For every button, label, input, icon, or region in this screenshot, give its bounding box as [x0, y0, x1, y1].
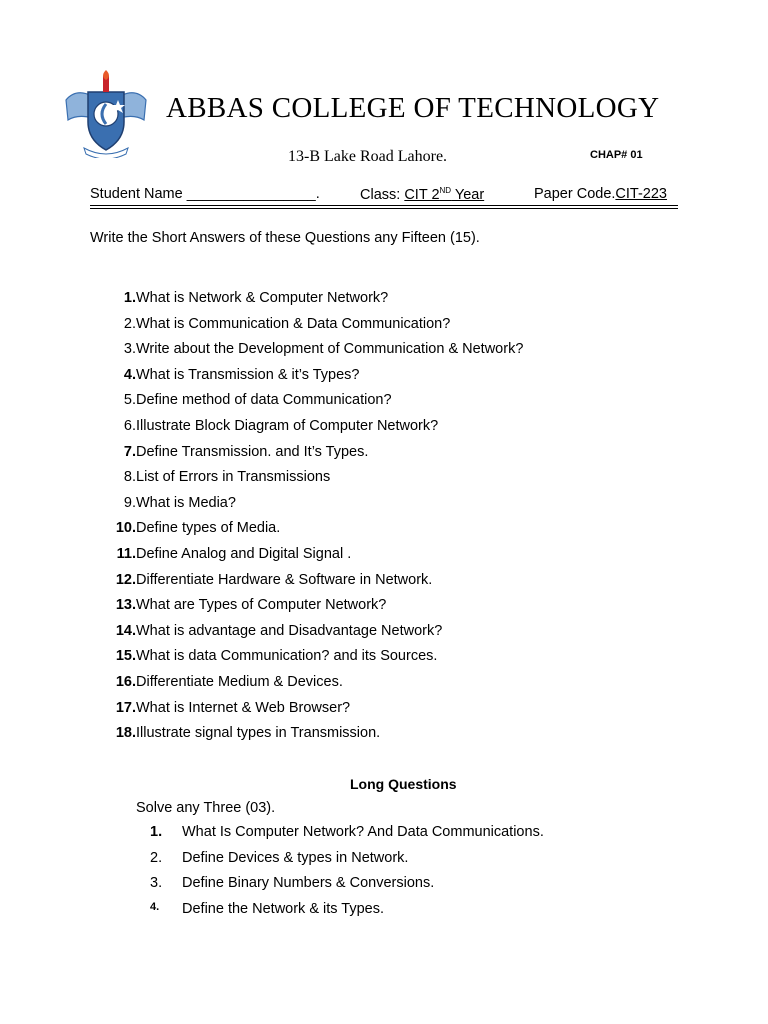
short-question-number: 8.: [123, 469, 136, 486]
short-question: [92, 725, 523, 751]
short-question: [92, 495, 523, 521]
short-question-number: 2.: [123, 315, 136, 332]
short-question: [92, 597, 523, 623]
short-question: [92, 674, 523, 700]
short-question-number: 9.: [123, 494, 136, 511]
student-name-field: Student Name ________________.: [90, 186, 320, 202]
short-question: [92, 341, 523, 367]
college-name: ABBAS COLLEGE OF TECHNOLOGY: [166, 92, 660, 124]
short-question: [92, 316, 523, 342]
class-value: [404, 187, 484, 203]
short-questions-list: [92, 290, 523, 751]
short-question: [92, 392, 523, 418]
long-question: [150, 901, 544, 927]
short-question-text: What is data Communication? and its Sources.: [136, 648, 438, 665]
short-question: [92, 418, 523, 444]
class-year: Year: [451, 186, 485, 203]
long-question-text: Define Devices & types in Network.: [182, 849, 409, 866]
class-info: [360, 186, 484, 203]
long-question-text: Define Binary Numbers & Conversions.: [182, 875, 435, 892]
short-question: [92, 572, 523, 598]
short-question-text: What is Internet & Web Browser?: [136, 699, 351, 716]
college-crest-logo: [62, 70, 150, 158]
short-question-number: 15.: [115, 648, 136, 665]
short-question: [92, 367, 523, 393]
short-question: [92, 700, 523, 726]
short-question-text: Write about the Development of Communication & Network?: [136, 341, 524, 358]
short-question-number: 11.: [116, 545, 136, 562]
short-question-text: Illustrate Block Diagram of Computer Network?: [136, 417, 439, 434]
class-label: Class:: [360, 186, 405, 203]
short-questions-instruction: Write the Short Answers of these Questions any Fifteen (15).: [90, 230, 480, 246]
short-question-number: 6.: [123, 417, 136, 434]
short-question-text: Define Transmission. and It’s Types.: [136, 443, 369, 460]
short-question-number: 12.: [115, 571, 136, 588]
short-question-number: 5.: [123, 392, 136, 409]
short-question-text: Illustrate signal types in Transmission.: [136, 725, 381, 742]
short-question-number: 17.: [115, 699, 136, 716]
short-question: [92, 546, 523, 572]
long-question-number: 1.: [150, 824, 163, 840]
long-question-text: What Is Computer Network? And Data Communications.: [182, 824, 544, 840]
short-question: [92, 623, 523, 649]
header-rule-bottom: [90, 208, 678, 209]
short-question-text: Differentiate Medium & Devices.: [136, 673, 343, 690]
short-question-text: What is advantage and Disadvantage Network?: [136, 622, 443, 639]
short-question-number: 13.: [115, 597, 136, 614]
short-question-number: 1.: [123, 290, 136, 306]
short-question-text: What is Transmission & it’s Types?: [136, 366, 360, 383]
class-name: CIT 2: [404, 186, 440, 203]
long-question-number: 3.: [150, 875, 163, 892]
short-question-number: 3.: [123, 341, 136, 358]
long-question: [150, 824, 544, 850]
college-address: 13-B Lake Road Lahore.: [288, 148, 448, 165]
short-question: [92, 444, 523, 470]
long-questions-instruction: Solve any Three (03).: [136, 800, 276, 816]
paper-code: [534, 186, 667, 202]
short-question-text: Differentiate Hardware & Software in Network.: [136, 571, 433, 588]
short-question-number: 4.: [123, 366, 136, 383]
chapter-number: CHAP# 01: [590, 149, 643, 161]
short-question-text: What is Communication & Data Communication?: [136, 315, 451, 332]
header-rule-top: [90, 205, 678, 206]
short-question-text: List of Errors in Transmissions: [136, 469, 331, 486]
short-question-number: 16.: [115, 673, 136, 690]
short-question: [92, 469, 523, 495]
long-question: [150, 850, 544, 876]
short-question: [92, 290, 523, 316]
long-question-number: 2.: [150, 849, 163, 866]
long-question-number: 4.: [150, 900, 160, 913]
long-question: [150, 875, 544, 901]
paper-code-value: CIT-223: [615, 186, 668, 202]
short-question-text: What are Types of Computer Network?: [136, 597, 387, 614]
short-question-number: 14.: [115, 622, 136, 639]
long-question-text: Define the Network & its Types.: [182, 900, 385, 917]
short-question: [92, 648, 523, 674]
short-question-text: What is Media?: [136, 494, 236, 511]
short-question-text: Define Analog and Digital Signal .: [136, 545, 352, 562]
short-question-text: What is Network & Computer Network?: [136, 290, 389, 306]
short-question-number: 18.: [115, 725, 136, 742]
long-questions-list: [150, 824, 544, 926]
short-question-number: 7.: [123, 443, 136, 460]
paper-code-label: Paper Code.: [534, 186, 616, 202]
short-question: [92, 520, 523, 546]
long-questions-title: Long Questions: [350, 776, 457, 792]
short-question-text: Define method of data Communication?: [136, 392, 392, 409]
class-superscript: ND: [439, 186, 452, 195]
short-question-number: 10.: [115, 520, 136, 537]
short-question-text: Define types of Media.: [136, 520, 281, 537]
